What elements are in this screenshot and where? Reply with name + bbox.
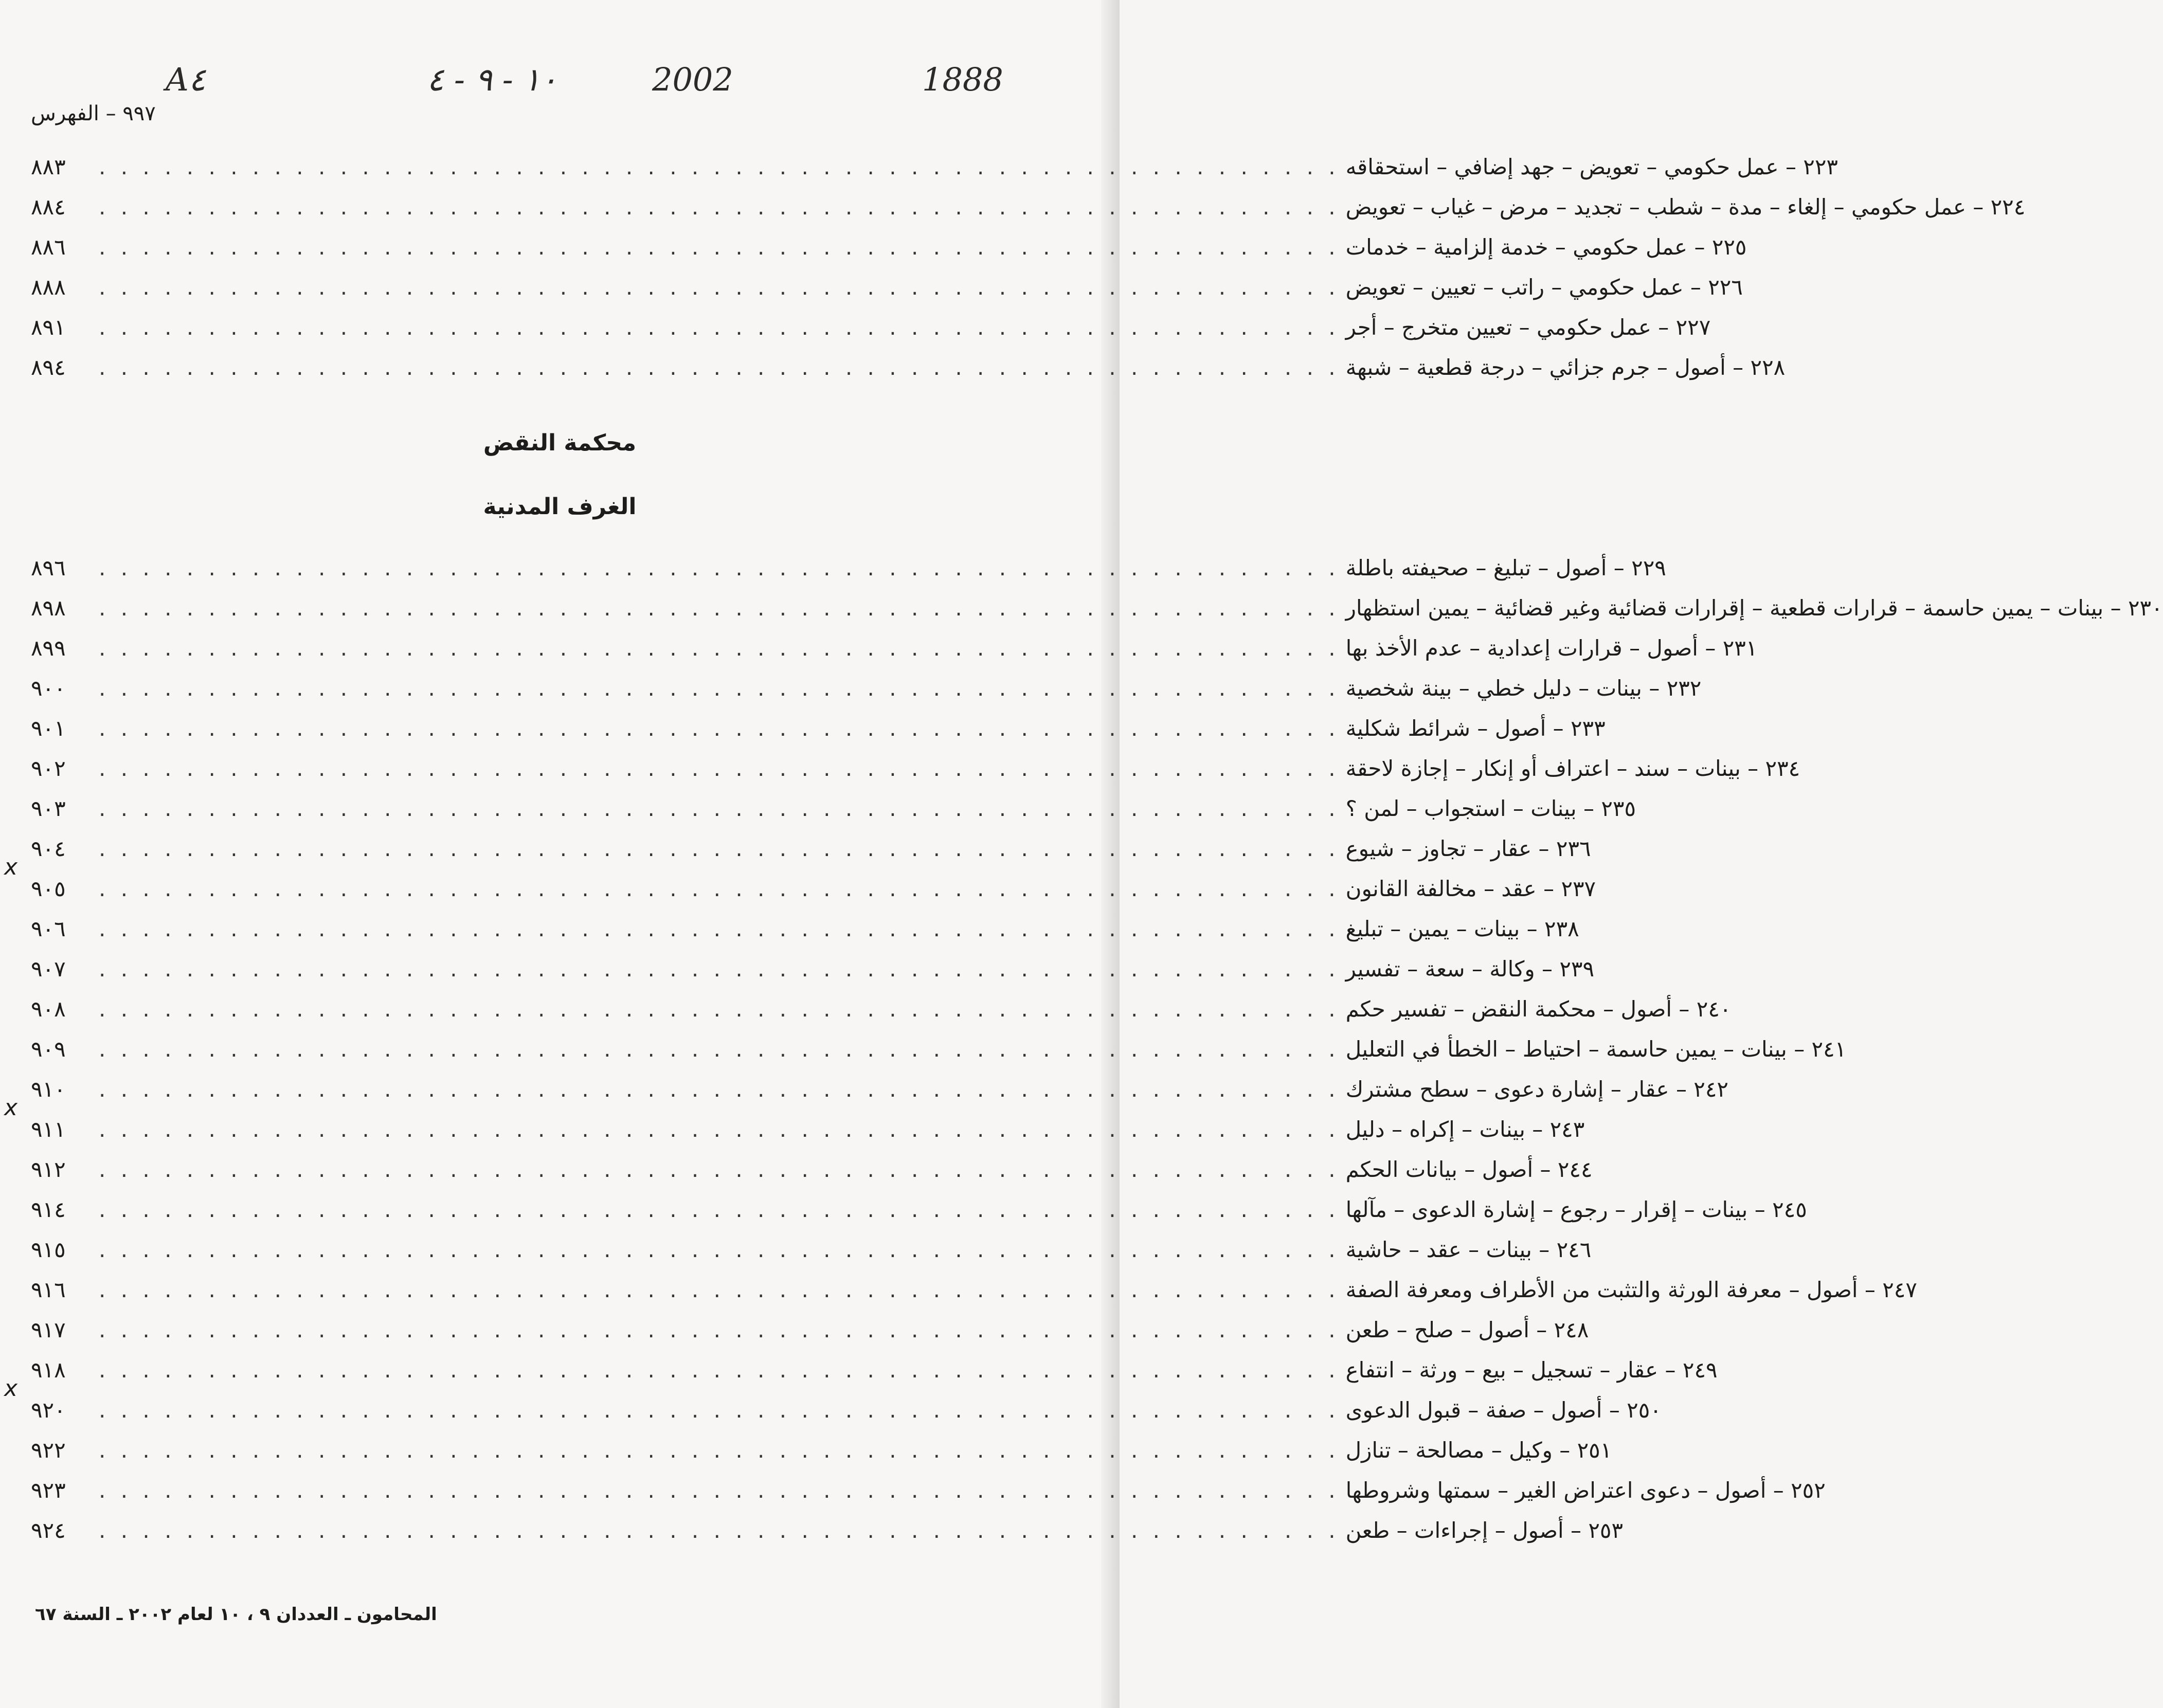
toc-entry	[31, 1197, 1807, 1237]
dot-leader: . . . . . . . . . . . . . . . . . . . . . . . . . . . . . . . . . . . . . . . . . . . . . . . . . . . . . . . . .	[99, 315, 1340, 340]
toc-entry	[31, 1438, 1612, 1478]
toc-entry	[31, 676, 1702, 716]
toc-entry-text: ٢٤١ – بينات – يمين حاسمة – احتياط – الخطأ في التعليل	[1345, 1037, 1847, 1062]
toc-entry-title: أصول – محكمة النقض – تفسير حكم	[1345, 996, 1672, 1022]
toc-entry-text: ٢٣٥ – بينات – استجواب – لمن ؟	[1345, 796, 1636, 821]
toc-entry-title: بينات – إقرار – رجوع – إشارة الدعوى – مآلها	[1345, 1197, 1748, 1222]
toc-entry	[31, 996, 1732, 1037]
dot-leader: . . . . . . . . . . . . . . . . . . . . . . . . . . . . . . . . . . . . . . . . . . . . . . . . . . . . . . . . .	[99, 716, 1340, 741]
toc-entry	[31, 1317, 1589, 1357]
toc-entry-text: ٢٤٩ – عقار – تسجيل – بيع – ورثة – انتفاع	[1345, 1357, 1718, 1383]
toc-entry-title: أصول – قرارات إعدادية – عدم الأخذ بها	[1345, 635, 1698, 661]
toc-entry-text: ٢٤٨ – أصول – صلح – طعن	[1345, 1317, 1589, 1342]
toc-page-number: ٨٩١	[31, 315, 66, 340]
toc-entry-text: ٢٤٤ – أصول – بيانات الحكم	[1345, 1157, 1593, 1182]
toc-entry-title: أصول – إجراءات – طعن	[1345, 1518, 1564, 1543]
toc-entry	[31, 756, 1800, 796]
toc-entry-title: عقار – تجاوز – شيوع	[1345, 836, 1532, 861]
section-heading-court: محكمة النقض	[483, 430, 637, 456]
toc-entry	[31, 194, 2026, 234]
toc-page-number: ٩١٥	[31, 1237, 66, 1262]
toc-page-number: ٩٠٤	[31, 836, 66, 861]
toc-page-number: ٩٠٩	[31, 1037, 66, 1062]
toc-entry-text: ٢٢٤ – عمل حكومي – إلغاء – مدة – شطب – تجديد – مرض – غياب – تعويض	[1345, 194, 2026, 220]
toc-page-number: ٩٠١	[31, 716, 66, 741]
toc-entry-number: ٢٤٦	[1556, 1237, 1592, 1262]
toc-entry	[31, 275, 1743, 315]
toc-entry-text: ٢٤٦ – بينات – عقد – حاشية	[1345, 1237, 1592, 1262]
toc-entry-title: أصول – شرائط شكلية	[1345, 716, 1546, 741]
toc-page-number: ٩١٢	[31, 1157, 66, 1182]
toc-entry-text: ٢٥٢ – أصول – دعوى اعتراض الغير – سمتها وشروطها	[1345, 1478, 1826, 1503]
toc-entry	[31, 154, 1838, 194]
toc-entry-text: ٢٢٩ – أصول – تبليغ – صحيفته باطلة	[1345, 555, 1666, 580]
toc-entry	[31, 1478, 1826, 1518]
toc-entry-text: ٢٣٧ – عقد – مخالفة القانون	[1345, 876, 1596, 901]
toc-entry	[31, 1277, 1917, 1317]
toc-entry-title: بينات – عقد – حاشية	[1345, 1237, 1532, 1262]
toc-entry-title: أصول – صفة – قبول الدعوى	[1345, 1397, 1602, 1423]
dot-leader: . . . . . . . . . . . . . . . . . . . . . . . . . . . . . . . . . . . . . . . . . . . . . . . . . . . . . . . . .	[99, 1237, 1340, 1262]
toc-entry-number: ٢٤٤	[1557, 1157, 1593, 1182]
toc-entry-number: ٢٤٩	[1682, 1357, 1718, 1383]
toc-entry	[31, 1157, 1593, 1197]
toc-entry-number: ٢٤٢	[1693, 1077, 1728, 1102]
running-head: ٩٩٧ – الفهرس	[31, 102, 156, 125]
toc-entry-number: ٢٤٥	[1772, 1197, 1807, 1222]
dot-leader: . . . . . . . . . . . . . . . . . . . . . . . . . . . . . . . . . . . . . . . . . . . . . . . . . . . . . . . . .	[99, 1037, 1340, 1062]
toc-page-number: ٩١٤	[31, 1197, 66, 1222]
toc-entry	[31, 1117, 1585, 1157]
toc-entry-title: بينات – دليل خطي – بينة شخصية	[1345, 676, 1642, 701]
dot-leader: . . . . . . . . . . . . . . . . . . . . . . . . . . . . . . . . . . . . . . . . . . . . . . . . . . . . . . . . .	[99, 1157, 1340, 1182]
toc-entry-title: وكيل – مصالحة – تنازل	[1345, 1438, 1553, 1463]
toc-entry-number: ٢٥٠	[1627, 1397, 1662, 1423]
toc-entry	[31, 555, 1666, 595]
toc-entry-text: ٢٣٢ – بينات – دليل خطي – بينة شخصية	[1345, 676, 1702, 701]
toc-page-number: ٨٨٦	[31, 234, 66, 260]
toc-entry-number: ٢٢٦	[1708, 275, 1743, 300]
toc-entry	[31, 916, 1579, 956]
dot-leader: . . . . . . . . . . . . . . . . . . . . . . . . . . . . . . . . . . . . . . . . . . . . . . . . . . . . . . . . .	[99, 1518, 1340, 1543]
toc-entry-title: أصول – معرفة الورثة والتثبت من الأطراف ومعرفة الصفة	[1345, 1277, 1858, 1302]
toc-page-number: ٩٠٣	[31, 796, 66, 821]
toc-entry-number: ٢٢٧	[1675, 315, 1711, 340]
dot-leader: . . . . . . . . . . . . . . . . . . . . . . . . . . . . . . . . . . . . . . . . . . . . . . . . . . . . . . . . .	[99, 676, 1340, 701]
dot-leader: . . . . . . . . . . . . . . . . . . . . . . . . . . . . . . . . . . . . . . . . . . . . . . . . . . . . . . . . .	[99, 275, 1340, 300]
toc-list-civil	[4, 555, 2163, 1558]
toc-page-number: ٩٠٠	[31, 676, 66, 701]
handwritten-check-mark-glyph: x	[4, 854, 18, 880]
toc-entry-title: بينات – إكراه – دليل	[1345, 1117, 1525, 1142]
toc-entry-text: ٢٤٣ – بينات – إكراه – دليل	[1345, 1117, 1585, 1142]
toc-entry	[31, 716, 1606, 756]
page-footer: المحامون ـ العددان ٩ ، ١٠ لعام ٢٠٠٢ ـ السنة ٦٧	[35, 1604, 437, 1625]
dot-leader: . . . . . . . . . . . . . . . . . . . . . . . . . . . . . . . . . . . . . . . . . . . . . . . . . . . . . . . . .	[99, 956, 1340, 982]
toc-entry-number: ٢٤٧	[1882, 1277, 1917, 1302]
toc-entry-number: ٢٤٠	[1696, 996, 1732, 1022]
toc-page-number: ٩٠٧	[31, 956, 66, 982]
toc-entry-number: ٢٥١	[1577, 1438, 1612, 1463]
toc-page-number: ٨٨٨	[31, 275, 66, 300]
handwritten-note: A٤	[166, 61, 206, 98]
toc-entry	[31, 355, 1786, 395]
toc-entry-number: ٢٤٣	[1549, 1117, 1585, 1142]
toc-entry-text: ٢٣٨ – بينات – يمين – تبليغ	[1345, 916, 1579, 941]
toc-entry-title: عقد – مخالفة القانون	[1345, 876, 1537, 901]
dot-leader: . . . . . . . . . . . . . . . . . . . . . . . . . . . . . . . . . . . . . . . . . . . . . . . . . . . . . . . . .	[99, 1317, 1340, 1342]
toc-entry-title: بينات – يمين حاسمة – احتياط – الخطأ في التعليل	[1345, 1037, 1787, 1062]
toc-entry-number: ٢٣٥	[1601, 796, 1636, 821]
toc-page-number: ٩١٦	[31, 1277, 66, 1302]
toc-page-number: ٨٩٦	[31, 555, 66, 580]
dot-leader: . . . . . . . . . . . . . . . . . . . . . . . . . . . . . . . . . . . . . . . . . . . . . . . . . . . . . . . . .	[99, 796, 1340, 821]
toc-entry-title: بينات – يمين – تبليغ	[1345, 916, 1520, 941]
dot-leader: . . . . . . . . . . . . . . . . . . . . . . . . . . . . . . . . . . . . . . . . . . . . . . . . . . . . . . . . .	[99, 234, 1340, 260]
toc-entry	[31, 234, 1747, 275]
toc-entry	[31, 1397, 1662, 1438]
dot-leader: . . . . . . . . . . . . . . . . . . . . . . . . . . . . . . . . . . . . . . . . . . . . . . . . . . . . . . . . .	[99, 1117, 1340, 1142]
toc-entry-title: عقار – إشارة دعوى – سطح مشترك	[1345, 1077, 1669, 1102]
dot-leader: . . . . . . . . . . . . . . . . . . . . . . . . . . . . . . . . . . . . . . . . . . . . . . . . . . . . . . . . .	[99, 194, 1340, 220]
toc-entry	[31, 796, 1636, 836]
dot-leader: . . . . . . . . . . . . . . . . . . . . . . . . . . . . . . . . . . . . . . . . . . . . . . . . . . . . . . . . .	[99, 1197, 1340, 1222]
toc-entry	[31, 1518, 1624, 1558]
toc-page-number: ٨٩٤	[31, 355, 66, 380]
toc-entry-title: بينات – استجواب – لمن ؟	[1345, 796, 1577, 821]
toc-entry	[31, 956, 1595, 996]
toc-entry-number: ٢٣٢	[1666, 676, 1702, 701]
handwritten-note: 2002	[652, 61, 733, 98]
toc-page-number: ٩٢٤	[31, 1518, 66, 1543]
toc-page-number: ٩٢٠	[31, 1397, 66, 1423]
toc-entry-title: عقار – تسجيل – بيع – ورثة – انتفاع	[1345, 1357, 1659, 1383]
toc-entry-title: أصول – تبليغ – صحيفته باطلة	[1345, 555, 1607, 580]
toc-entry-text: ٢٢٧ – عمل حكومي – تعيين متخرج – أجر	[1345, 315, 1711, 340]
toc-page-number: ٩٢٢	[31, 1438, 66, 1463]
toc-entry-text: ٢٢٦ – عمل حكومي – راتب – تعيين – تعويض	[1345, 275, 1743, 300]
toc-entry-title: أصول – دعوى اعتراض الغير – سمتها وشروطها	[1345, 1478, 1767, 1503]
dot-leader: . . . . . . . . . . . . . . . . . . . . . . . . . . . . . . . . . . . . . . . . . . . . . . . . . . . . . . . . .	[99, 635, 1340, 661]
section-heading-chambers: الغرف المدنية	[483, 494, 637, 520]
dot-leader: . . . . . . . . . . . . . . . . . . . . . . . . . . . . . . . . . . . . . . . . . . . . . . . . . . . . . . . . .	[99, 916, 1340, 941]
dot-leader: . . . . . . . . . . . . . . . . . . . . . . . . . . . . . . . . . . . . . . . . . . . . . . . . . . . . . . . . .	[99, 154, 1340, 179]
toc-page-number: ٩٠٥	[31, 876, 66, 901]
toc-entry-number: ٢٢٣	[1803, 154, 1838, 179]
toc-entry-number: ٢٢٨	[1750, 355, 1786, 380]
toc-entry-text: ٢٤٢ – عقار – إشارة دعوى – سطح مشترك	[1345, 1077, 1728, 1102]
toc-entry-number: ٢٢٤	[1990, 194, 2026, 220]
toc-page-number: ٩١٨	[31, 1357, 66, 1383]
toc-entry-text: ٢٢٣ – عمل حكومي – تعويض – جهد إضافي – استحقاقه	[1345, 154, 1838, 179]
toc-entry-title: عمل حكومي – خدمة إلزامية – خدمات	[1345, 234, 1688, 260]
toc-entry-text: ٢٣٣ – أصول – شرائط شكلية	[1345, 716, 1606, 741]
toc-entry-number: ٢٣٨	[1544, 916, 1579, 941]
toc-entry-title: عمل حكومي – تعيين متخرج – أجر	[1345, 315, 1651, 340]
toc-page-number: ٨٩٩	[31, 635, 66, 661]
toc-page-number: ٩١١	[31, 1117, 66, 1142]
toc-page-number: ٨٨٤	[31, 194, 66, 220]
toc-entry-text: ٢٥١ – وكيل – مصالحة – تنازل	[1345, 1438, 1612, 1463]
toc-page-number: ٩١٧	[31, 1317, 66, 1342]
toc-entry-number: ٢٣٤	[1765, 756, 1800, 781]
dot-leader: . . . . . . . . . . . . . . . . . . . . . . . . . . . . . . . . . . . . . . . . . . . . . . . . . . . . . . . . .	[99, 1277, 1340, 1302]
handwritten-note: ١٠ - ٩ - ٤	[427, 61, 557, 98]
toc-entry-text: ٢٤٧ – أصول – معرفة الورثة والتثبت من الأطراف ومعرفة الصفة	[1345, 1277, 1917, 1302]
toc-entry-title: بينات – سند – اعتراف أو إنكار – إجازة لاحقة	[1345, 756, 1741, 781]
dot-leader: . . . . . . . . . . . . . . . . . . . . . . . . . . . . . . . . . . . . . . . . . . . . . . . . . . . . . . . . .	[99, 1077, 1340, 1102]
toc-entry-text: ٢٤٠ – أصول – محكمة النقض – تفسير حكم	[1345, 996, 1732, 1022]
dot-leader: . . . . . . . . . . . . . . . . . . . . . . . . . . . . . . . . . . . . . . . . . . . . . . . . . . . . . . . . .	[99, 996, 1340, 1022]
toc-entry-number: ٢٣٧	[1561, 876, 1596, 901]
dot-leader: . . . . . . . . . . . . . . . . . . . . . . . . . . . . . . . . . . . . . . . . . . . . . . . . . . . . . . . . .	[99, 355, 1340, 380]
handwritten-check-mark-glyph: x	[4, 1095, 18, 1121]
toc-page-number: ٩١٠	[31, 1077, 66, 1102]
toc-entry	[31, 315, 1711, 355]
toc-entry-title: عمل حكومي – راتب – تعيين – تعويض	[1345, 275, 1684, 300]
toc-entry-title: عمل حكومي – إلغاء – مدة – شطب – تجديد – مرض – غياب – تعويض	[1345, 194, 1966, 220]
toc-entry-text: ٢٣٤ – بينات – سند – اعتراف أو إنكار – إجازة لاحقة	[1345, 756, 1800, 781]
toc-page-number: ٨٨٣	[31, 154, 66, 179]
toc-entry-title: عمل حكومي – تعويض – جهد إضافي – استحقاقه	[1345, 154, 1779, 179]
toc-entry-title: بينات – يمين حاسمة – قرارات قطعية – إقرارات قضائية وغير قضائية – يمين استظهار	[1345, 595, 2104, 621]
dot-leader: . . . . . . . . . . . . . . . . . . . . . . . . . . . . . . . . . . . . . . . . . . . . . . . . . . . . . . . . .	[99, 1397, 1340, 1423]
toc-page-number: ٩٠٦	[31, 916, 66, 941]
toc-entry-number: ٢٣٣	[1571, 716, 1606, 741]
dot-leader: . . . . . . . . . . . . . . . . . . . . . . . . . . . . . . . . . . . . . . . . . . . . . . . . . . . . . . . . .	[99, 836, 1340, 861]
toc-entry-text: ٢٢٥ – عمل حكومي – خدمة إلزامية – خدمات	[1345, 234, 1747, 260]
toc-page-number: ٩٢٣	[31, 1478, 66, 1503]
dot-leader: . . . . . . . . . . . . . . . . . . . . . . . . . . . . . . . . . . . . . . . . . . . . . . . . . . . . . . . . .	[99, 756, 1340, 781]
toc-entry-title: وكالة – سعة – تفسير	[1345, 956, 1535, 982]
toc-entry-text: ٢٣٠ – بينات – يمين حاسمة – قرارات قطعية – إقرارات قضائية وغير قضائية – يمين استظهار	[1345, 595, 2163, 621]
toc-entry-number: ٢٥٣	[1588, 1518, 1624, 1543]
toc-entry-number: ٢٣٠	[2128, 595, 2163, 621]
dot-leader: . . . . . . . . . . . . . . . . . . . . . . . . . . . . . . . . . . . . . . . . . . . . . . . . . . . . . . . . .	[99, 595, 1340, 621]
toc-entry-text: ٢٣٦ – عقار – تجاوز – شيوع	[1345, 836, 1591, 861]
dot-leader: . . . . . . . . . . . . . . . . . . . . . . . . . . . . . . . . . . . . . . . . . . . . . . . . . . . . . . . . .	[99, 1478, 1340, 1503]
toc-entry-text: ٢٣١ – أصول – قرارات إعدادية – عدم الأخذ بها	[1345, 635, 1758, 661]
toc-entry-number: ٢٣١	[1722, 635, 1758, 661]
dot-leader: . . . . . . . . . . . . . . . . . . . . . . . . . . . . . . . . . . . . . . . . . . . . . . . . . . . . . . . . .	[99, 1357, 1340, 1383]
handwritten-check-mark-glyph: x	[4, 1375, 18, 1402]
toc-page-number: ٨٩٨	[31, 595, 66, 621]
dot-leader: . . . . . . . . . . . . . . . . . . . . . . . . . . . . . . . . . . . . . . . . . . . . . . . . . . . . . . . . .	[99, 876, 1340, 901]
toc-entry	[31, 1037, 1847, 1077]
toc-entry-title: أصول – جرم جزائي – درجة قطعية – شبهة	[1345, 355, 1726, 380]
toc-entry	[31, 876, 1596, 916]
toc-entry-number: ٢٣٦	[1556, 836, 1591, 861]
toc-entry-text: ٢٥٠ – أصول – صفة – قبول الدعوى	[1345, 1397, 1662, 1423]
toc-entry	[4, 836, 1591, 880]
toc-entry	[31, 1237, 1592, 1277]
toc-entry-number: ٢٤١	[1811, 1037, 1847, 1062]
toc-entry-text: ٢٣٩ – وكالة – سعة – تفسير	[1345, 956, 1595, 982]
toc-entry-text: ٢٤٥ – بينات – إقرار – رجوع – إشارة الدعوى – مآلها	[1345, 1197, 1807, 1222]
toc-entry-number: ٢٥٢	[1791, 1478, 1826, 1503]
handwritten-note: 1888	[922, 61, 1003, 98]
dot-leader: . . . . . . . . . . . . . . . . . . . . . . . . . . . . . . . . . . . . . . . . . . . . . . . . . . . . . . . . .	[99, 1438, 1340, 1463]
toc-entry	[4, 1357, 1718, 1402]
dot-leader: . . . . . . . . . . . . . . . . . . . . . . . . . . . . . . . . . . . . . . . . . . . . . . . . . . . . . . . . .	[99, 555, 1340, 580]
toc-entry	[31, 595, 2163, 635]
toc-entry-title: أصول – بيانات الحكم	[1345, 1157, 1534, 1182]
toc-entry-text: ٢٥٣ – أصول – إجراءات – طعن	[1345, 1518, 1624, 1543]
toc-entry-number: ٢٢٥	[1711, 234, 1747, 260]
toc-entry-number: ٢٤٨	[1554, 1317, 1589, 1342]
toc-page-number: ٩٠٢	[31, 756, 66, 781]
toc-list-top	[31, 154, 2026, 395]
toc-entry	[31, 635, 1758, 676]
toc-entry-number: ٢٢٩	[1631, 555, 1666, 580]
toc-entry-title: أصول – صلح – طعن	[1345, 1317, 1529, 1342]
toc-page-number: ٩٠٨	[31, 996, 66, 1022]
toc-entry-text: ٢٢٨ – أصول – جرم جزائي – درجة قطعية – شبهة	[1345, 355, 1786, 380]
toc-entry	[4, 1077, 1728, 1121]
toc-entry-number: ٢٣٩	[1559, 956, 1595, 982]
